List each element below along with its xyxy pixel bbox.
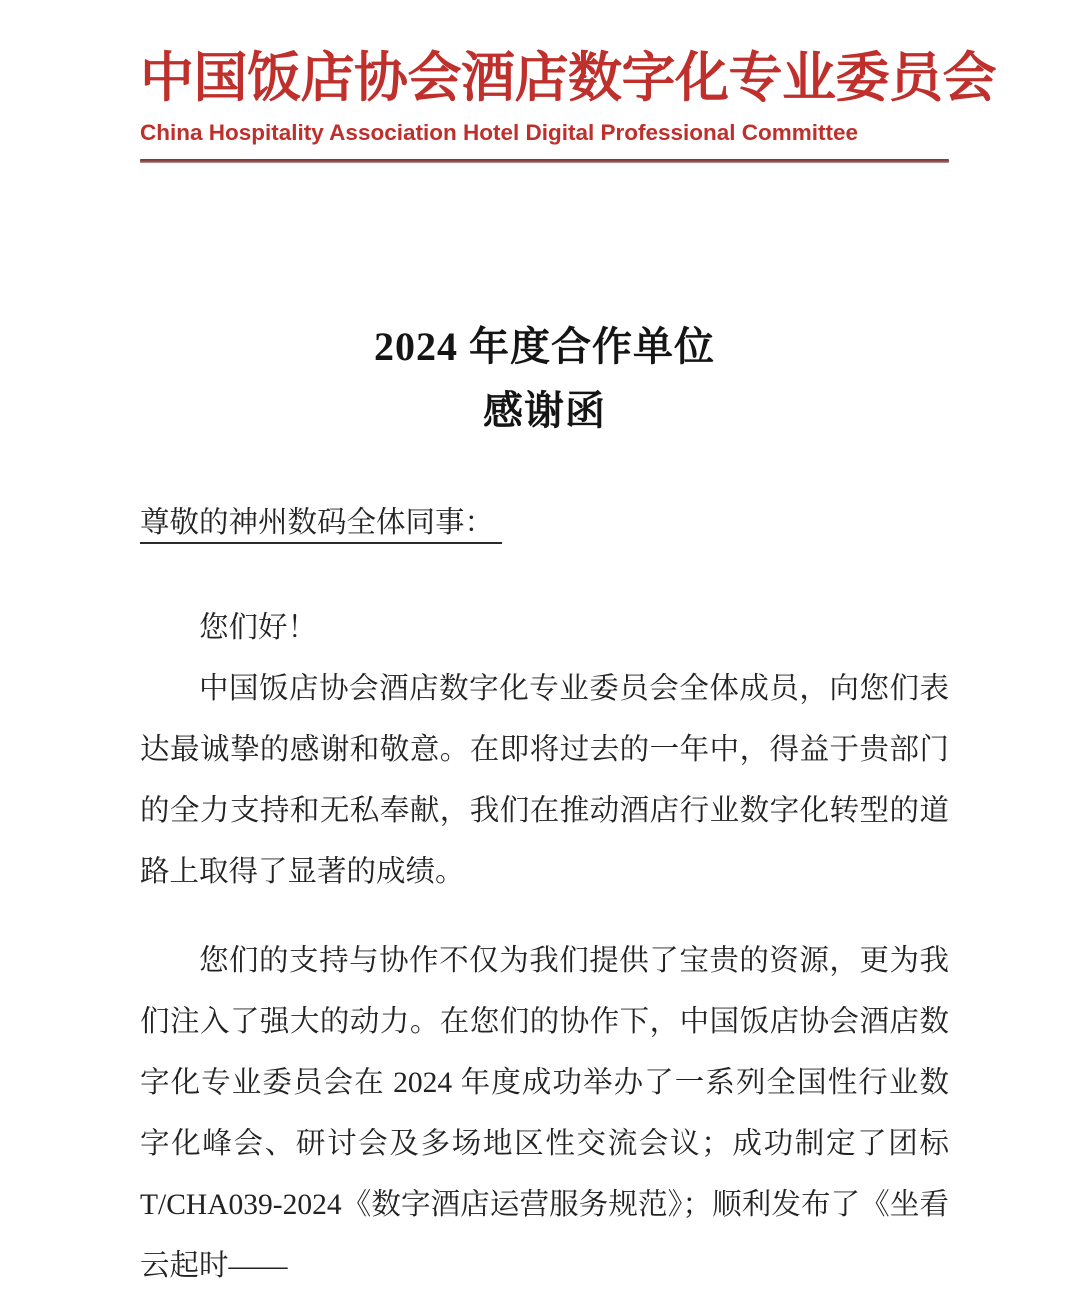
letterhead-rule bbox=[140, 159, 949, 163]
paragraph-thanks: 中国饭店协会酒店数字化专业委员会全体成员，向您们表达最诚挚的感谢和敬意。在即将过去的一年中，得益于贵部门的全力支持和无私奉献，我们在推动酒店行业数字化转型的道路上取得了显著的成绩。 bbox=[140, 673, 949, 888]
letterhead bbox=[140, 46, 996, 163]
salutation bbox=[140, 493, 949, 554]
letter-content bbox=[140, 315, 949, 1297]
document-title-line1: 2024 年度合作单位 bbox=[374, 324, 715, 369]
document-title-line2: 感谢函 bbox=[483, 388, 606, 433]
letterhead-title-en: China Hospitality Association Hotel Digital Professional Committee bbox=[140, 120, 859, 145]
paragraph-achievements: 您们的支持与协作不仅为我们提供了宝贵的资源，更为我们注入了强大的动力。在您们的协作下，中国饭店协会酒店数字化专业委员会在 2024 年度成功举办了一系列全国性行业数字化峰会、研讨会及多场地区性交流会议；成功制定了团标 T/CHA039-2024《数字酒店运营服务规范》；顺利发布了《坐看云起时—— bbox=[140, 945, 949, 1282]
paragraph-greeting: 您们好！ bbox=[199, 612, 318, 644]
document-title bbox=[140, 315, 949, 443]
letterhead-title-cn: 中国饭店协会酒店数字化专业委员会 bbox=[140, 48, 996, 108]
salutation-text: 尊敬的神州数码全体同事： bbox=[140, 507, 502, 544]
